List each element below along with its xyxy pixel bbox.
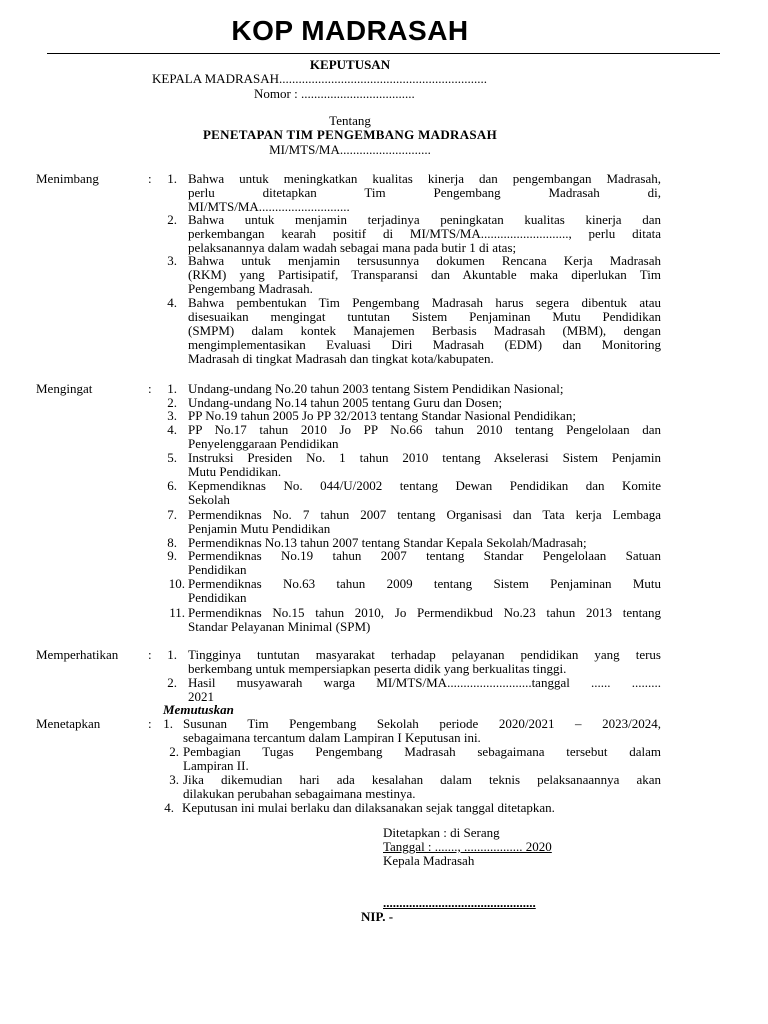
mengingat-item-3 xyxy=(188,409,661,423)
mengingat-item-7 xyxy=(188,508,661,536)
section-label-menetapkan: Menetapkan xyxy=(36,716,101,731)
item-number: 2. xyxy=(169,744,179,759)
section-label-menimbang: Menimbang xyxy=(36,171,99,186)
decree-subject: PENETAPAN TIM PENGEMBANG MADRASAH xyxy=(202,127,498,142)
item-number: 11. xyxy=(169,605,185,620)
signature-name-line: ............................................... xyxy=(383,895,536,910)
item-number: 1. xyxy=(163,716,173,731)
item-line: Pendidikan xyxy=(188,562,247,577)
mengingat-item-1 xyxy=(188,382,661,396)
decree-subject-school: MI/MTS/MA............................ xyxy=(269,142,431,157)
section-colon: : xyxy=(148,716,152,731)
item-number: 5. xyxy=(167,450,177,465)
item-line: Bahwa pembentukan Tim Pengembang Madrasah harus segera dibentuk atau xyxy=(188,295,661,310)
item-number: 10. xyxy=(168,576,185,591)
mengingat-item-4 xyxy=(188,423,661,451)
item-number: 6. xyxy=(167,478,177,493)
item-line: Susunan Tim Pengembang Sekolah periode 2020/2021 – 2023/2024, xyxy=(183,716,661,731)
memperhatikan-item-1 xyxy=(188,648,661,676)
item-line: Madrasah di tingkat Madrasah dan tingkat kota/kabupaten. xyxy=(188,351,494,366)
item-line: mengimplementasikan Evaluasi Diri Madrasah (EDM) dan Monitoring xyxy=(188,337,661,352)
signature-place: Ditetapkan : di Serang xyxy=(383,825,500,840)
item-line: Permendiknas No.63 tahun 2009 tentang Sistem Penjaminan Mutu xyxy=(188,576,661,591)
item-number: 3. xyxy=(169,772,179,787)
item-line: Instruksi Presiden No. 1 tahun 2010 tentang Akselerasi Sistem Penjamin xyxy=(188,450,661,465)
item-number: 1. xyxy=(167,171,177,186)
item-line: Bahwa untuk menjamin terjadinya peningkatan kualitas kinerja dan xyxy=(188,212,661,227)
item-number: 1. xyxy=(167,381,177,396)
menetapkan-item-4 xyxy=(182,801,661,815)
section-label-memperhatikan: Memperhatikan xyxy=(36,647,119,662)
mengingat-item-5 xyxy=(188,451,661,479)
item-number: 2. xyxy=(167,395,177,410)
item-line: Permendiknas No.13 tahun 2007 tentang Standar Kepala Sekolah/Madrasah; xyxy=(188,535,587,550)
item-number: 4. xyxy=(167,295,177,310)
item-line: berkembang untuk mempersiapkan peserta didik yang berkualitas tinggi. xyxy=(188,661,567,676)
item-line: Undang-undang No.14 tahun 2005 tentang Guru dan Dosen; xyxy=(188,395,503,410)
letterhead-title: KOP MADRASAH xyxy=(231,15,469,46)
item-line: Permendiknas No.19 tahun 2007 tentang Standar Pengelolaan Satuan xyxy=(188,548,661,563)
item-line: Hasil musyawarah warga MI/MTS/MA..........................tanggal ...... ......... xyxy=(188,675,661,690)
item-line: Kepmendiknas No. 044/U/2002 tentang Dewan Pendidikan dan Komite xyxy=(188,478,661,493)
item-line: PP No.19 tahun 2005 Jo PP 32/2013 tentang Standar Nasional Pendidikan; xyxy=(188,408,576,423)
item-line: pelaksanannya dalam wadah sebagai mana pada butir 1 di atas; xyxy=(188,240,517,255)
memutuskan-heading: Memutuskan xyxy=(163,702,234,717)
item-line: (RKM) yang Partisipatif, Transparansi dan Akuntable maka diperlukan Tim xyxy=(188,267,661,282)
item-number: 1. xyxy=(167,647,177,662)
menetapkan-item-1 xyxy=(183,717,661,745)
mengingat-item-6 xyxy=(188,479,661,507)
item-line: sebagaimana tercantum dalam Lampiran I Keputusan ini. xyxy=(183,730,481,745)
signature-nip: NIP. - xyxy=(361,909,394,924)
item-line: Pembagian Tugas Pengembang Madrasah sebagaimana tersebut dalam xyxy=(183,744,661,759)
item-line: disesuaikan mengingat tuntutan Sistem Penjaminan Mutu Pendidikan xyxy=(188,309,661,324)
menimbang-item-2 xyxy=(188,213,661,255)
menimbang-item-3 xyxy=(188,254,661,296)
item-line: Pengembang Madrasah. xyxy=(188,281,313,296)
item-number: 8. xyxy=(167,535,177,550)
memperhatikan-item-2 xyxy=(188,676,661,704)
section-colon: : xyxy=(148,381,152,396)
item-line: Pendidikan xyxy=(188,590,247,605)
item-line: Penyelenggaraan Pendidikan xyxy=(188,436,339,451)
tentang-label: Tentang xyxy=(329,113,371,128)
item-number: 7. xyxy=(167,507,177,522)
item-line: perkembangan kearah positif di MI/MTS/MA..........................., perlu ditata xyxy=(188,226,661,241)
item-line: Bahwa untuk menjamin tersusunnya dokumen Rencana Kerja Madrasah xyxy=(188,253,661,268)
item-line: (SMPM) dalam kontek Manajemen Berbasis Madrasah (MBM), dengan xyxy=(188,323,661,338)
item-line: Permendiknas No.15 tahun 2010, Jo Permendikbud No.23 tahun 2013 tentang xyxy=(188,605,661,620)
item-line: MI/MTS/MA............................ xyxy=(188,199,350,214)
signature-title: Kepala Madrasah xyxy=(383,853,475,868)
item-number: 3. xyxy=(167,253,177,268)
menimbang-item-1 xyxy=(188,172,661,214)
item-line: dilakukan perubahan sebagaimana mestinya. xyxy=(183,786,416,801)
item-number: 4. xyxy=(167,422,177,437)
mengingat-item-10 xyxy=(188,577,661,605)
decree-title: KEPUTUSAN xyxy=(309,57,391,72)
item-number: 2. xyxy=(167,675,177,690)
item-number: 9. xyxy=(167,548,177,563)
item-line: Mutu Pendidikan. xyxy=(188,464,282,479)
item-number: 2. xyxy=(167,212,177,227)
item-line: Sekolah xyxy=(188,492,230,507)
item-line: Undang-undang No.20 tahun 2003 tentang Sistem Pendidikan Nasional; xyxy=(188,381,564,396)
section-colon: : xyxy=(148,647,152,662)
header-rule xyxy=(47,53,720,54)
item-line: 2021 xyxy=(188,689,214,704)
item-line: perlu ditetapkan Tim Pengembang Madrasah di, xyxy=(188,185,661,200)
item-line: Keputusan ini mulai berlaku dan dilaksanakan sejak tanggal ditetapkan. xyxy=(182,800,555,815)
decree-issuer: KEPALA MADRASAH................................................................ xyxy=(152,71,488,86)
mengingat-item-9 xyxy=(188,549,661,577)
item-line: PP No.17 tahun 2010 Jo PP No.66 tahun 2010 tentang Pengelolaan dan xyxy=(188,422,661,437)
item-line: Standar Pelayanan Minimal (SPM) xyxy=(188,619,371,634)
item-line: Penjamin Mutu Pendidikan xyxy=(188,521,331,536)
item-line: Permendiknas No. 7 tahun 2007 tentang Organisasi dan Tata kerja Lembaga xyxy=(188,507,661,522)
item-line: Lampiran II. xyxy=(183,758,249,773)
item-line: Jika dikemudian hari ada kesalahan dalam teknis pelaksanaannya akan xyxy=(183,772,661,787)
item-line: Tingginya tuntutan masyarakat terhadap pelayanan pendidikan yang terus xyxy=(188,647,661,662)
item-line: Bahwa untuk meningkatkan kualitas kinerja dan pengembangan Madrasah, xyxy=(188,171,661,186)
section-colon: : xyxy=(148,171,152,186)
item-number: 3. xyxy=(167,408,177,423)
menetapkan-item-2 xyxy=(183,745,661,773)
mengingat-item-11 xyxy=(188,606,661,634)
signature-date: Tanggal : ......., .................. 2020 xyxy=(383,839,552,854)
section-label-mengingat: Mengingat xyxy=(36,381,93,396)
menetapkan-item-3 xyxy=(183,773,661,801)
decree-number: Nomor : ................................... xyxy=(254,86,415,101)
item-number: 4. xyxy=(164,800,174,815)
menimbang-item-4 xyxy=(188,296,661,366)
